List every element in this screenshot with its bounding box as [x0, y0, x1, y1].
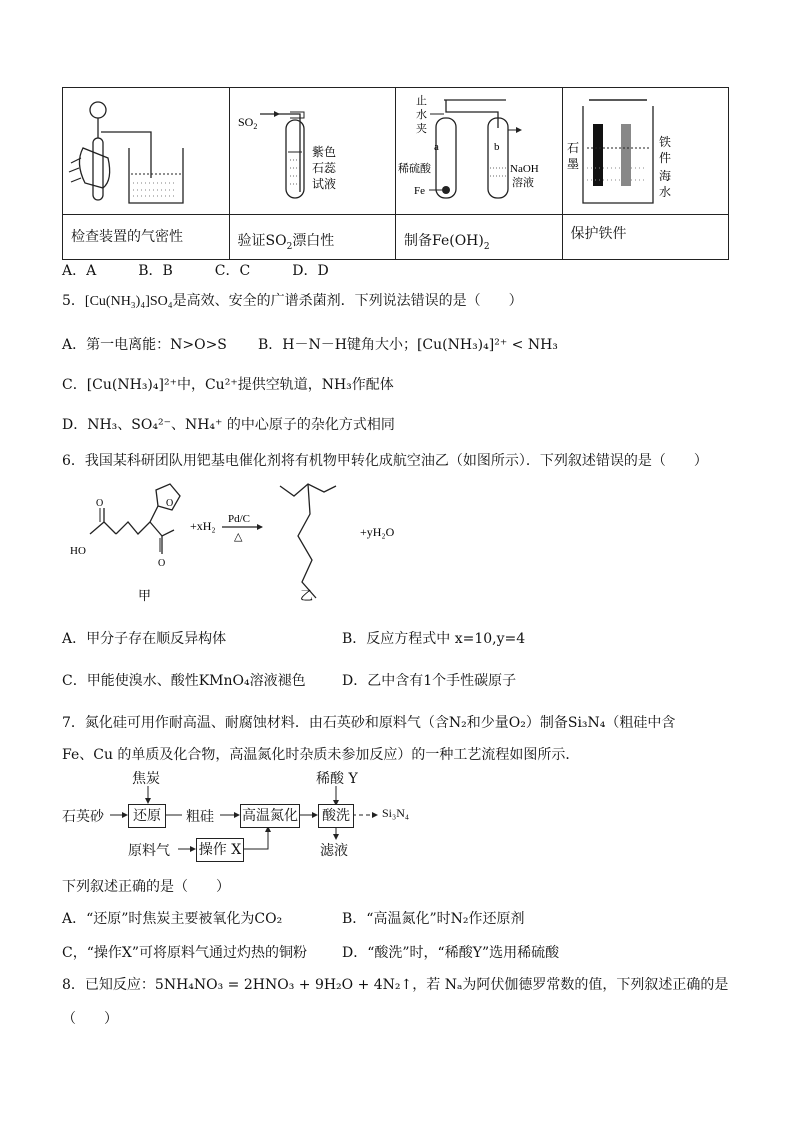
q5-option-a: A．第一电离能：N>O>S — [62, 337, 227, 353]
q7-option-b: B．“高温氮化”时N₂作还原剂 — [342, 911, 525, 927]
svg-text:O: O — [96, 498, 104, 509]
q6-option-d: D．乙中含有1个手性碳原子 — [342, 673, 517, 689]
q6-option-a: A．甲分子存在顺反异构体 — [62, 631, 227, 647]
so2-label: $SO_2$ — [237, 115, 257, 131]
so2-label-3: 试液 — [311, 177, 336, 191]
q7-option-c: C，“操作X”可将原料气通过灼热的铜粉 — [62, 945, 307, 961]
apparatus-airtight — [63, 88, 230, 215]
svg-text:石: 石 — [566, 141, 579, 155]
q8-stem-line2: （ ） — [62, 1011, 118, 1027]
svg-text:a: a — [434, 141, 439, 153]
q4-options: A．A B．B C．C D．D — [62, 263, 329, 279]
feoh2-figure — [396, 88, 561, 210]
caption-feoh2: 制备$Fe(OH)_2$ — [396, 215, 563, 260]
q6-water: +yH₂O — [360, 525, 395, 539]
caption-airtight: 检查装置的气密性 — [63, 215, 230, 260]
caption-so2: 验证$SO_2$漂白性 — [229, 215, 396, 260]
svg-text:海: 海 — [658, 169, 671, 183]
q7-stem-line1: 7．氮化硅可用作耐高温、耐腐蚀材料．由石英砂和原料气（含N₂和少量O₂）制备Si₃N₄（粗硅中含 — [62, 715, 676, 731]
svg-text:NaOH: NaOH — [510, 163, 539, 175]
svg-text:件: 件 — [658, 151, 671, 165]
svg-text:b: b — [494, 141, 500, 153]
q5-option-b: B．H－N－H键角大小；[Cu(NH₃)₄]²⁺ < NH₃ — [258, 337, 558, 353]
q6-reaction-scheme — [62, 478, 482, 603]
q5-stem: 5．[Cu(NH₃)₄]SO₄是高效、安全的广谱杀菌剂．下列说法错误的是（ ） — [62, 293, 523, 309]
svg-text:水: 水 — [658, 185, 671, 199]
q6-label-jia: 甲 — [138, 589, 152, 603]
flow-gaowen: 高温氮化 — [240, 804, 300, 828]
q6-option-c: C．甲能使溴水、酸性KMnO₄溶液褪色 — [62, 673, 306, 689]
q6-heat: △ — [234, 530, 243, 543]
apparatus-so2 — [229, 88, 396, 215]
q5-option-c: C．[Cu(NH₃)₄]²⁺中，Cu²⁺提供空轨道，NH₃作配体 — [62, 377, 394, 393]
flow-caozuo: 操作 X — [196, 838, 244, 862]
apparatus-table — [62, 87, 729, 260]
q6-reagent: +xH₂ — [190, 519, 216, 533]
q6-stem: 6．我国某科研团队用钯基电催化剂将有机物甲转化成航空油乙（如图所示）．下列叙述错误的是（ ） — [62, 453, 708, 469]
apparatus-feoh2 — [396, 88, 563, 215]
svg-text:水: 水 — [416, 108, 427, 121]
q6-catalyst: Pd/C — [228, 513, 251, 525]
flow-suanxi: 酸洗 — [318, 804, 354, 828]
q7-option-d: D．“酸洗”时，“稀酸Y”选用稀硫酸 — [342, 945, 560, 961]
svg-text:O: O — [158, 558, 166, 569]
svg-text:止: 止 — [416, 94, 427, 107]
svg-text:Fe: Fe — [414, 185, 425, 197]
so2-label-1: 紫色 — [311, 145, 336, 159]
q5-option-d: D．NH₃、SO₄²⁻、NH₄⁺ 的中心原子的杂化方式相同 — [62, 417, 395, 433]
airtightness-figure — [63, 88, 228, 210]
svg-text:夹: 夹 — [416, 122, 427, 135]
q6-label-yi: 乙 — [300, 589, 314, 603]
q6-ho-label: HO — [70, 545, 86, 557]
q7-flowchart: 焦炭 石英砂 还原 粗硅 高温氮化 酸洗 稀酸 Y Si₃N₄ 滤液 原料气 操作 X — [62, 768, 442, 868]
svg-text:稀硫酸: 稀硫酸 — [398, 162, 431, 175]
svg-text:溶液: 溶液 — [512, 176, 534, 189]
q7-ask: 下列叙述正确的是（ ） — [62, 879, 230, 895]
q8-stem-line1: 8．已知反应：5NH₄NO₃ = 2HNO₃ + 9H₂O + 4N₂↑，若 Nₐ为阿伏伽德罗常数的值，下列叙述正确的是 — [62, 977, 729, 993]
q7-option-a: A．“还原”时焦炭主要被氧化为CO₂ — [62, 911, 283, 927]
svg-text:墨: 墨 — [566, 157, 579, 171]
q6-option-b: B．反应方程式中 x=10,y=4 — [342, 631, 526, 647]
q7-stem-line2: Fe、Cu 的单质及化合物，高温氮化时杂质未参加反应）的一种工艺流程如图所示． — [62, 747, 580, 763]
apparatus-protect-iron — [562, 88, 729, 215]
flow-huanyuan: 还原 — [128, 804, 166, 828]
svg-text:O: O — [166, 498, 174, 509]
protect-iron-figure — [563, 88, 728, 210]
so2-label-2: 石蕊 — [311, 161, 336, 175]
svg-text:铁: 铁 — [658, 135, 671, 149]
so2-figure — [230, 88, 395, 210]
caption-protect: 保护铁件 — [562, 215, 729, 260]
